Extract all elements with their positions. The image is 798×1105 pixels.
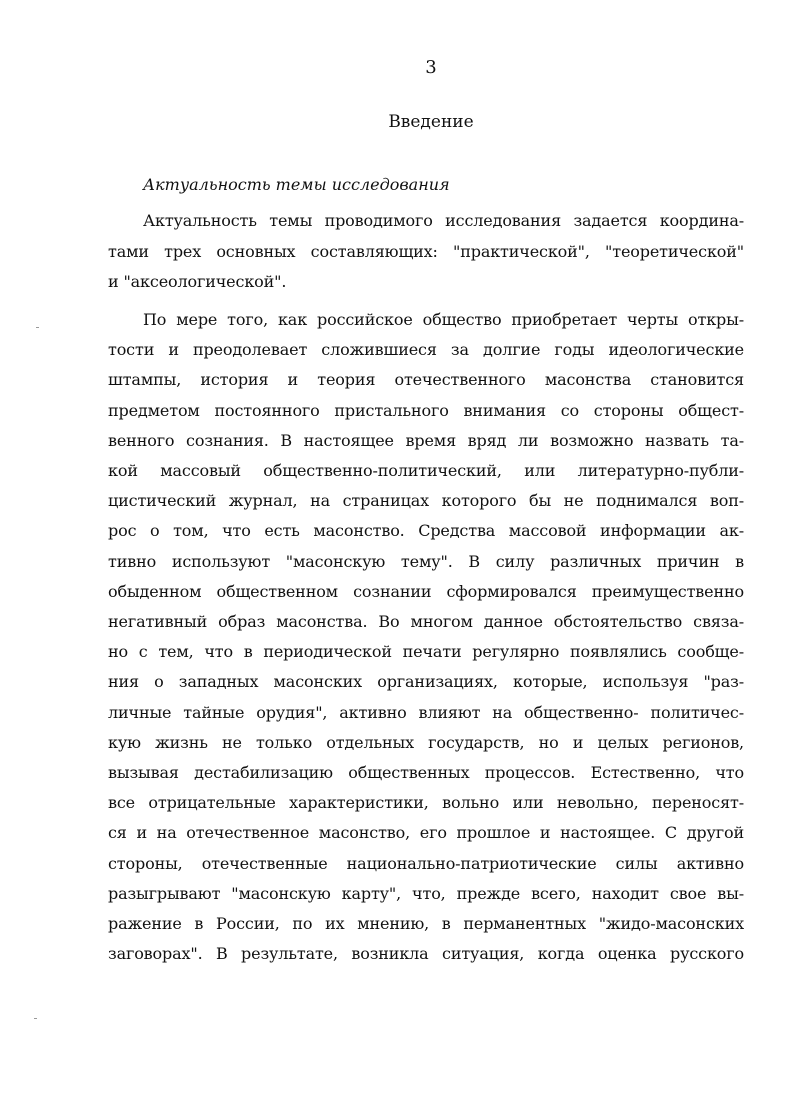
text-line: и "аксеологической".	[108, 272, 287, 291]
text-line: вызывая дестабилизацию общественных процессов. Естественно, что	[108, 763, 744, 783]
text-line: негативный образ масонства. Во многом данное обстоятельство связа-	[108, 612, 744, 632]
paragraph-1	[108, 206, 744, 298]
text-line: рос о том, что есть масонство. Средства массовой информации ак-	[108, 521, 744, 541]
text-line: заговорах". В результате, возникла ситуация, когда оценка русского	[108, 944, 744, 964]
text-line: стороны, отечественные национально-патриотические силы активно	[108, 853, 744, 873]
text-line: кую жизнь не только отдельных государств, но и целых регионов,	[108, 732, 744, 752]
text-line: разыгрывают "масонскую карту", что, прежде всего, находит свое вы-	[108, 883, 744, 903]
paragraph-2	[108, 305, 744, 969]
text-line: ся и на отечественное масонство, его прошлое и настоящее. С другой	[108, 823, 744, 843]
text-line: обыденном общественном сознании сформировался преимущественно	[108, 581, 744, 601]
text-line: но с тем, что в периодической печати регулярно появлялись сообще-	[108, 642, 744, 662]
text-line: тами трех основных составляющих: "практической", "теоретической"	[108, 241, 744, 261]
scan-speck	[34, 1018, 37, 1019]
text-line: личные тайные орудия", активно влияют на общественно- политичес-	[108, 702, 744, 722]
text-line: тости и преодолевает сложившиеся за долгие годы идеологические	[108, 340, 744, 360]
page-number: 3	[425, 57, 437, 78]
text-line: тивно используют "масонскую тему". В силу различных причин в	[108, 551, 744, 571]
text-line: ния о западных масонских организациях, которые, используя "раз-	[108, 672, 744, 692]
text-line: По мере того, как российское общество приобретает черты откры-	[143, 310, 744, 329]
text-line: кой массовый общественно-политический, или литературно-публи-	[108, 461, 744, 481]
text-line: предметом постоянного пристального внимания со стороны общест-	[108, 400, 744, 420]
text-line: штампы, история и теория отечественного масонства становится	[108, 370, 744, 390]
scan-speck	[36, 327, 39, 328]
text-line: ражение в России, по их мнению, в перманентных "жидо-масонских	[108, 914, 744, 934]
section-heading: Введение	[388, 112, 474, 132]
subsection-heading: Актуальность темы исследования	[143, 175, 450, 194]
text-line: цистический журнал, на страницах которого бы не поднимался воп-	[108, 491, 744, 511]
text-line: Актуальность темы проводимого исследования задается координа-	[143, 211, 744, 230]
text-line: венного сознания. В настоящее время вряд ли возможно назвать та-	[108, 430, 744, 450]
text-line: все отрицательные характеристики, вольно или невольно, переносят-	[108, 793, 744, 813]
